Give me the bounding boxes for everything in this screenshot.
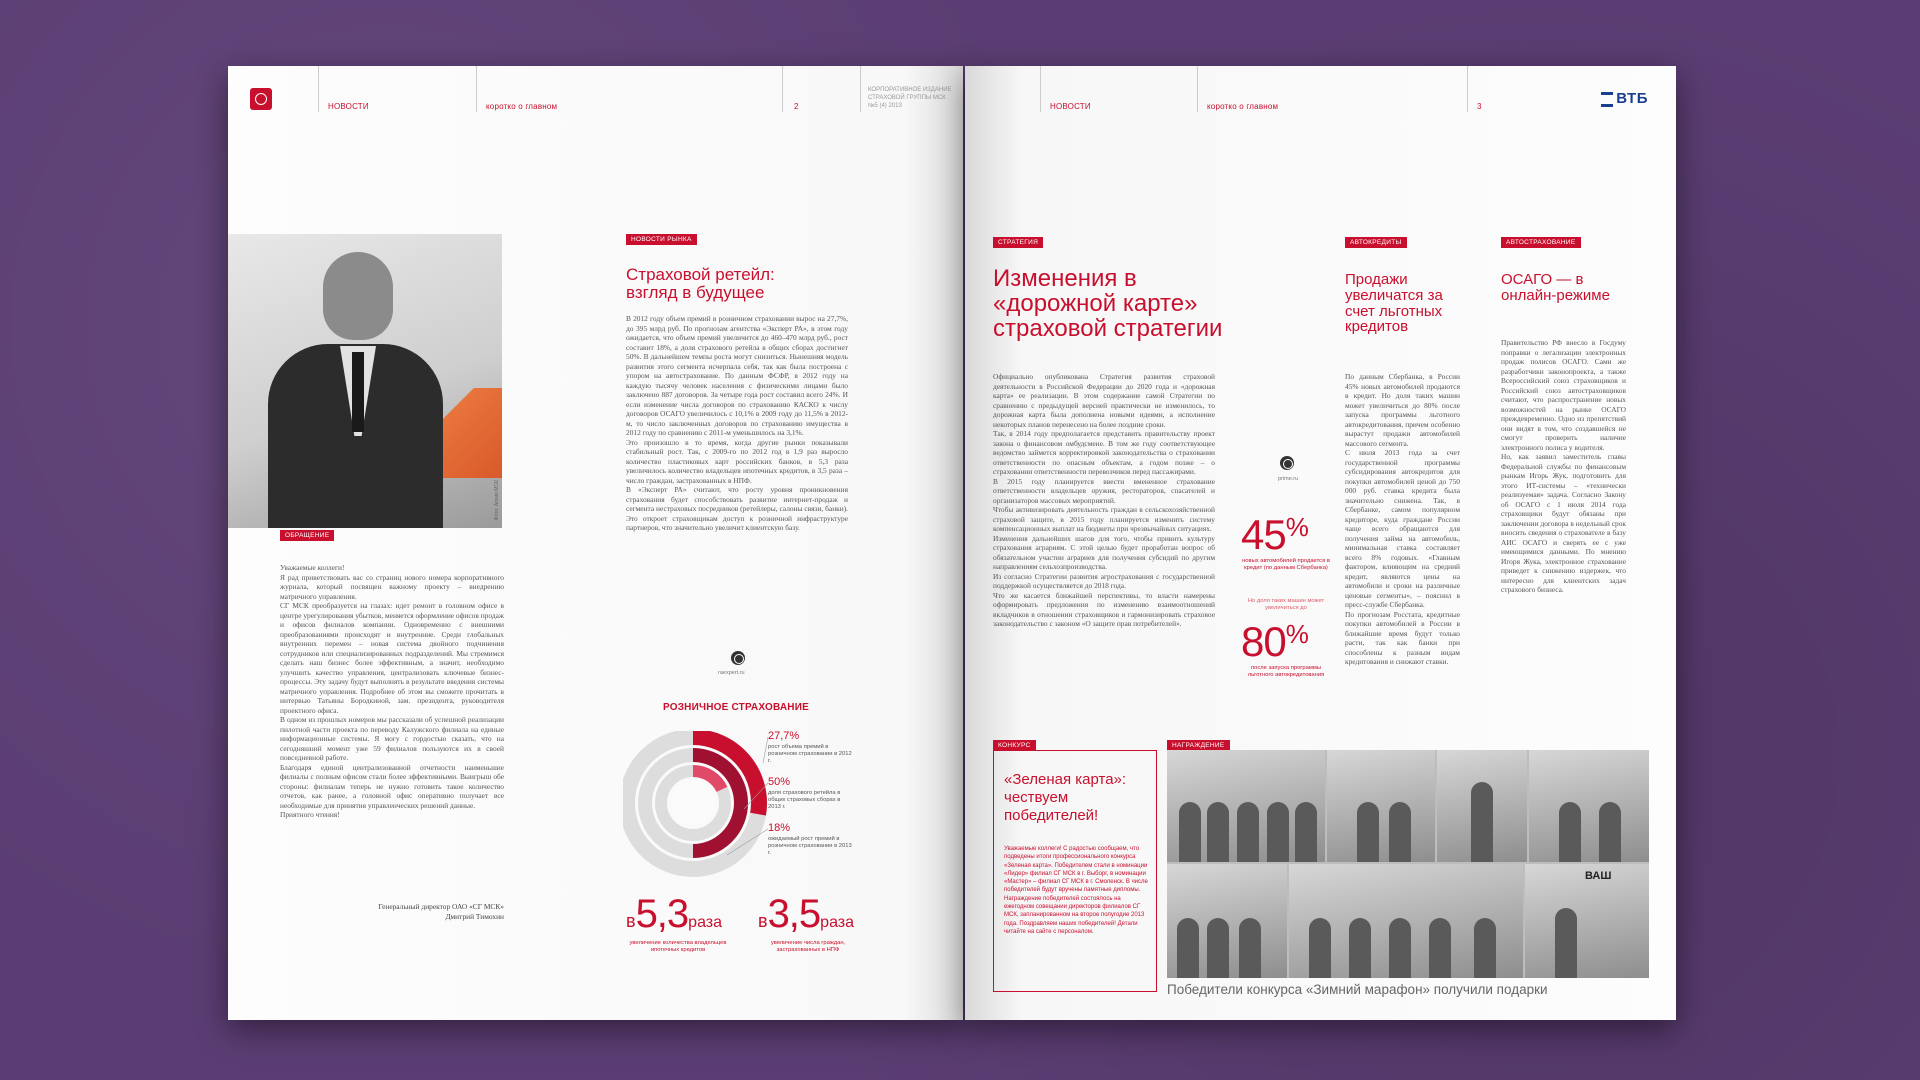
osago-tag: АВТОСТРАХОВАНИЕ	[1501, 237, 1581, 248]
strategy-tag: СТРАТЕГИЯ	[993, 237, 1043, 248]
signature: Генеральный директор ОАО «СГ МСК» Дмитрий Тимохин	[378, 902, 504, 921]
header-rubric: коротко о главном	[486, 102, 558, 111]
publisher-info: КОРПОРАТИВНОЕ ИЗДАНИЕ СТРАХОВОЙ ГРУППЫ МСК №5 (4) 2013	[868, 87, 952, 109]
left-page	[228, 66, 963, 1020]
stat-5-3-desc: увеличение количества владельцев ипотечных кредитов	[629, 940, 727, 954]
page-number: 2	[794, 102, 799, 111]
retail-headline: Страховой ретейл: взгляд в будущее	[626, 265, 775, 302]
photo-credit: Фото: Архив МСК	[494, 479, 500, 520]
stat-80: 80%	[1241, 618, 1308, 665]
chart-label-2: доля страхового ретейла в общих страховых сборах в 2013 г.	[768, 790, 841, 810]
page-number-right: 3	[1477, 102, 1482, 111]
stat-45-desc: новых автомобилей продается в кредит (по данным Сбербанка)	[1242, 558, 1330, 572]
award-caption: Победители конкурса «Зимний марафон» получили подарки	[1167, 982, 1548, 997]
left-page-header	[228, 66, 963, 112]
chart-value-1: 27,7%	[768, 730, 800, 742]
autoloans-headline: Продажи увеличатся за счет льготных кредитов	[1345, 271, 1443, 336]
vtb-logo-icon	[1601, 92, 1613, 107]
chart-label-1: рост объема премий в розничном страховании в 2012 г.	[768, 744, 852, 764]
stat-3-5-desc: увеличение числа граждан, застрахованных в НПФ	[770, 940, 846, 954]
address-tag: ОБРАЩЕНИЕ	[280, 530, 334, 541]
stat-45: 45%	[1241, 511, 1308, 558]
chart-title: РОЗНИЧНОЕ СТРАХОВАНИЕ	[663, 702, 809, 713]
chart-value-3: 18%	[768, 822, 791, 834]
vtb-logo: ВТБ	[1601, 90, 1648, 107]
stat-80-desc: после запуска программы льготного автокредитования	[1247, 665, 1325, 679]
prime-icon	[1280, 456, 1294, 470]
donut-center	[671, 781, 715, 825]
raexpert-icon	[731, 651, 745, 665]
header-rubric-right: коротко о главном	[1207, 102, 1279, 111]
msk-logo-icon	[250, 88, 272, 110]
header-section-right: НОВОСТИ	[1050, 102, 1091, 111]
prime-label: prime.ru	[1278, 476, 1299, 482]
right-page	[965, 66, 1676, 1020]
award-photo-collage	[1167, 750, 1649, 978]
stat-5-3: в5,3раза	[626, 892, 723, 936]
strategy-headline: Изменения в «дорожной карте» страховой стратегии	[993, 265, 1223, 343]
header-section: НОВОСТИ	[328, 102, 369, 111]
contest-box	[993, 750, 1157, 992]
stat-3-5: в3,5раза	[758, 892, 855, 936]
stat-mid-desc: Но доля таких машин может увеличиться до	[1247, 598, 1325, 612]
address-text: Уважаемые коллеги! Я рад приветствовать вас со страниц нового номера корпоративного журнала, который посвящен важному проекту – внедрению матричного управления. СГ МСК преобразуется на глазах: идет ремонт в головном офисе в центре урегулирования убытков, меняется оформление офисов продаж и офисов филиалов компании. Одновременно с внешними преобразованиями происходят и внутренние. Среди глобальных внутренних перемен – новая система двойного подчинения сотрудников или специализированных подразделений. Мы стремимся сделать наш бизнес более эффективным, а значит, необходимо улучшить качество управления, централизовать ключевые бизнес-процессы. Эту задачу будут выполнять в результате введения системы матричного управления. Подробнее об этом вы сможете прочитать в интервью Татьяны Бородкиной, зам. президента, руководителя проектного офиса. В одном из прошлых номеров мы рассказали об успешной реализации пилотной части проекта по переводу Калужского филиала на единые информационные системы. Я могу с гордостью сказать, что на сегодняшний момент уже 59 филиалов пользуются их в своей повседневной работе. Благодаря единой централизованной отчетности наименьшие филиалы с полным офисом стали более эффективными. Выигрыш обе стороны: филиалам теперь не нужно готовить такое количество отчетов, как ранее, а головной офис оперативно получает все необходимые для принятия управленческих решений данные. Приятного чтения!	[280, 563, 504, 819]
osago-headline: ОСАГО — в онлайн-режиме	[1501, 271, 1610, 304]
photo-sign: ВАШ	[1585, 870, 1612, 882]
magazine-spread	[228, 66, 1676, 1020]
chart-value-2: 50%	[768, 776, 791, 788]
autoloans-tag: АВТОКРЕДИТЫ	[1345, 237, 1407, 248]
osago-text: Правительство РФ внесло в Госдуму поправки о легализации электронных продаж полисов ОСАГО. Сами же разработчики законопроекта, а также Всероссийский союз страховщиков и Российский союз автостраховщиков считают, что распространение новых возможностей на рынке ОСАГО преждевременно. Одно из препятствий они видят в том, что создавшейся не смогут проверить наличие электронного полиса у водителя. Но, как заявил заместитель главы Федеральной службы по финансовым рынкам Игорь Жук, подготовить для этого ИТ-системы – «технически реализуемая» задача. Согласно Закону об ОСАГО с 1 июля 2014 года страховщики будут обязаны при заключении договора в недельный срок вносить сведения о страхователе в базу АИС ОСАГО и сверять ее с уже имеющимися данными. По мнению Игоря Жука, электронное страхование приведет к снижению издержек, что интересно для клиентских задач страхового бизнеса.	[1501, 338, 1626, 594]
contest-tag: КОНКУРС	[993, 740, 1036, 751]
contest-text: Уважаемые коллеги! С радостью сообщаем, что подведены итоги профессионального конкурса «Зеленая карта». Победителем стали в номинации «Лидер» филиал СГ МСК в г. Выборг, в номинации «Мастер» – филиал СГ МСК в г. Смоленск. В числе победителей будут вручены памятные дипломы. Награждение победителей состоялось на ежегодном совещании директоров филиалов СГ МСК, запланированном на второе полугодие 2013 года. Поздравляем наших победителей! Детали читайте на сайте с персоналом.	[1004, 846, 1148, 935]
news-tag: НОВОСТИ РЫНКА	[626, 234, 697, 245]
chart-label-3: ожидаемый рост премий в розничном страховании в 2013 г.	[768, 836, 852, 856]
director-photo	[228, 234, 502, 528]
right-page-header	[965, 66, 1676, 112]
retail-article-text: В 2012 году объем премий в розничном страховании вырос на 27,7%, до 395 млрд руб. По прогнозам агентства «Эксперт РА», в этом году ожидается, что объем премий увеличится до 460–470 млрд руб., рост составит 18%, а доля страхового ретейла в общих сборах достигнет 50%. В дальнейшем темпы роста могут снизиться. Нынешняя модель развития этого сегмента исчерпала себя, так как была построена с упором на автострахование. По данным ФСФР, в 2012 году на каждую тысячу человек населения с физическими лицами было заключено 887 договоров. За четыре года рост составил всего 24%. И если изменение числа договоров по страхованию КАСКО к числу договоров ОСАГО увеличилось с 10,1% в 2009 году до 11,5% в 2012-м, то число заключенных договоров по страхованию имущества в 2012 году по сравнению с 2011-м уменьшилось на 3,1%. Это произошло в то время, когда другие рынки показывали стабильный рост. Так, с 2009-го по 2012 год в 1,9 раз выросло количество пластиковых карт российских банков, в 5,3 раза увеличилось количество владельцев ипотечных кредитов, в 3,5 раза – число граждан, застрахованных в НПФ. В «Эксперт РА» считают, что росту уровня проникновения страхования будет способствовать развитие интернет-продаж и сегмента нестраховых посредников (ретейлеры, салоны связи, банки). Это откроет страховщикам доступ к розничной инфраструктуре партнеров, что значительно увеличит клиентскую базу.	[626, 314, 848, 532]
contest-headline: «Зеленая карта»: чествуем победителей!	[1004, 771, 1127, 824]
raexpert-label: raexpert.ru	[718, 670, 745, 676]
strategy-text: Официально опубликована Стратегия развития страховой деятельности в Российской Федерации до 2020 года и «дорожная карта» ее реализации. В этом содержание самой Стратегии по сравнению с предыдущей версией практически не изменилось, то дорожная карта была дополнена новыми идеями, а исполнение некоторых планов перенесено на более поздние сроки. Так, в 2014 году предполагается представить правительству проект закона о финансовом омбудсмене. В том же году соответствующее ведомство займется корректировкой законодательства о страховании ответственности по опасным объектам, а годом позже – о страховании ответственности перевозчиков перед пассажирами. В 2015 году планируется ввести вмененное страхование ответственности владельцев оружия, рестораторов, спасателей и организаторов массовых мероприятий. Чтобы активизировать деятельность граждан в сельскохозяйственной страховой защите, в 2015 году планируется изменить систему компенсационных выплат на бюджеты при чрезвычайных ситуациях. Изменения дальнейших шагов для того, чтобы привить культуру страхования аграриям. С этой целью будет проработан вопрос об обязательном участии аграриев для получения субсидий по другим направлениям сельхозпроизводства. Из согласно Стратегии развития агрострахования с государственной поддержкой осуществляется до 2018 года. Что же касается ближайшей перспективы, то власти намерены оформировать предложения по изменению взаимоотношений вкладчиков в отношении страховщиков и гармонизировать страховое законодательство с законом «О защите прав потребителей».	[993, 372, 1215, 628]
autoloans-text: По данным Сбербанка, в России 45% новых автомобилей продаются в кредит. Но доля таких машин может увеличиться до 80% после запуска программы льготного автокредитования, причем особенно вырастут продажи автомобилей массового сегмента. С июля 2013 года за счет государственной программы субсидирования автокредитов для покупки автомобилей ценой до 750 000 руб. ставка кредита была значительно снижена. Так, в Сбербанке, самом популярном кредиторе, куда граждане России чаще всего обращаются для получения займа на автомобиль, минимальная ставка составляет всего 8% годовых. «Главным фактором, влияющим на средний кредит, являются цены на автомобили и сроки на различные ценовые сегменты», – пояснил в пресс-службе Сбербанка. По прогнозам Росстата, кредитные покупки автомобилей в России в ближайшие время будут только расти, так как банки при способлены к разным видам кредитования и снижают ставки.	[1345, 372, 1460, 666]
award-tag: НАГРАЖДЕНИЕ	[1167, 740, 1230, 751]
